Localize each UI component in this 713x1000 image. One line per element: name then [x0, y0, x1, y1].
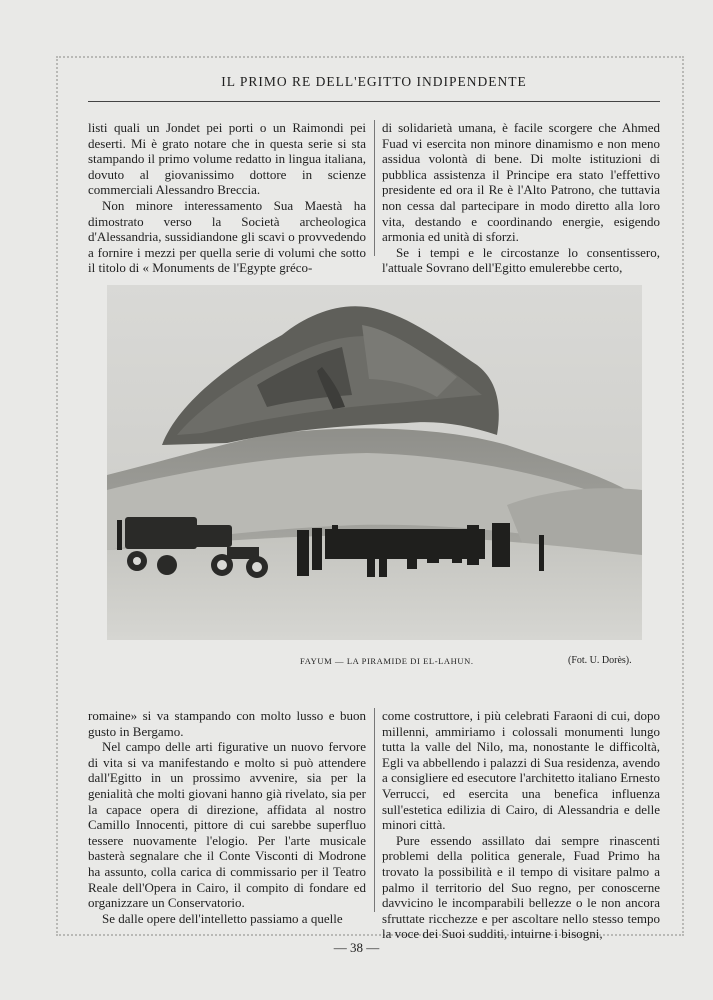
bottom-right-column: [382, 708, 660, 942]
paragraph: Non minore interessamento Sua Maestà ha dimostrato verso la Società archeologica d'Alessandria, sussidiandone gli scavi o provvedendo a fornire i mezzi per quella serie di volumi che sotto il titolo di « Monuments de l'Egypte gréco-: [88, 197, 366, 276]
top-right-column: [382, 120, 660, 276]
running-title: IL PRIMO RE DELL'EGITTO INDIPENDENTE: [221, 74, 527, 89]
bottom-left-column: [88, 708, 366, 926]
pyramid-photograph: [107, 285, 642, 640]
paragraph: romaine» si va stampando con molto lusso e buon gusto in Bergamo.: [88, 708, 366, 739]
column-divider: [374, 120, 375, 256]
paragraph: di solidarietà umana, è facile scorgere che Ahmed Fuad vi esercita non minore dinamismo e non meno assidua volontà di bene. Di molte istituzioni di pubblica assistenza il Principe era stato l'effettivo presidente ed ora il Re è l'Alto Patrono, che tuttavia non cessa dal partecipare in modo diretto alla loro vita, destando e coordinando energie, esigendo armonia ed unità di sforzi.: [382, 120, 660, 245]
figure-caption: FAYUM — LA PIRAMIDE DI EL-LAHUN.: [300, 656, 474, 666]
column-divider: [374, 708, 375, 912]
paragraph: listi quali un Jondet pei porti o un Raimondi pei deserti. Mi è grato notare che in questa serie si sta stampando il primo volume redatto in lingua italiana, dovuto al giovanissimo dottore in scienze commerciali Alessandro Breccia.: [88, 120, 366, 198]
page-number: — 38 —: [333, 940, 380, 955]
header-rule: [88, 101, 660, 102]
paragraph: come costruttore, i più celebrati Faraoni di cui, dopo millenni, ammiriamo i colossali monumenti lungo tutta la valle del Nilo, ma, nonostante le difficoltà, Egli va abbellendo i palazzi di Sua residenza, avendo a consigliere ed esecutore l'architetto italiano Ernesto Verrucci, ed esercita una benefica influenza sull'estetica edilizia di Cairo, di Alessandria e delle minori città.: [382, 708, 660, 833]
paragraph: Se i tempi e le circostanze lo consentissero, l'attuale Sovrano dell'Egitto emulerebbe certo,: [382, 244, 660, 276]
photo-credit: (Fot. U. Dorès).: [568, 655, 632, 666]
top-left-column: [88, 120, 366, 276]
paragraph: Se dalle opere dell'intelletto passiamo a quelle: [102, 910, 343, 926]
paragraph: Pure essendo assillato dai sempre rinascenti problemi della politica generale, Fuad Primo ha trovato la possibilità e il tempo di visitare palmo a palmo il territorio del Suo regno, per conoscerne davvicino le incomparabili bellezze o le non ancora sfruttate ricchezze e per ascoltare nello stesso tempo la voce dei Suoi sudditi, intuirne i bisogni,: [382, 832, 660, 942]
paragraph: Nel campo delle arti figurative un nuovo fervore di vita si va manifestando e molto si può attendere dall'Egitto in un prossimo avvenire, sia per la genialità che molti giovani hanno già rivelato, sia per la capace opera di direzione, affidata al nostro Camillo Innocenti, pittore di cui sarebbe superfluo tessere nuovamente l'elogio. Per l'arte musicale basterà segnalare che il Conte Visconti di Modrone ha assunto, colla carica di commissario per il Teatro Reale dell'Opera in Cairo, il compito di fondare ed organizzare un Conservatorio.: [88, 739, 366, 911]
